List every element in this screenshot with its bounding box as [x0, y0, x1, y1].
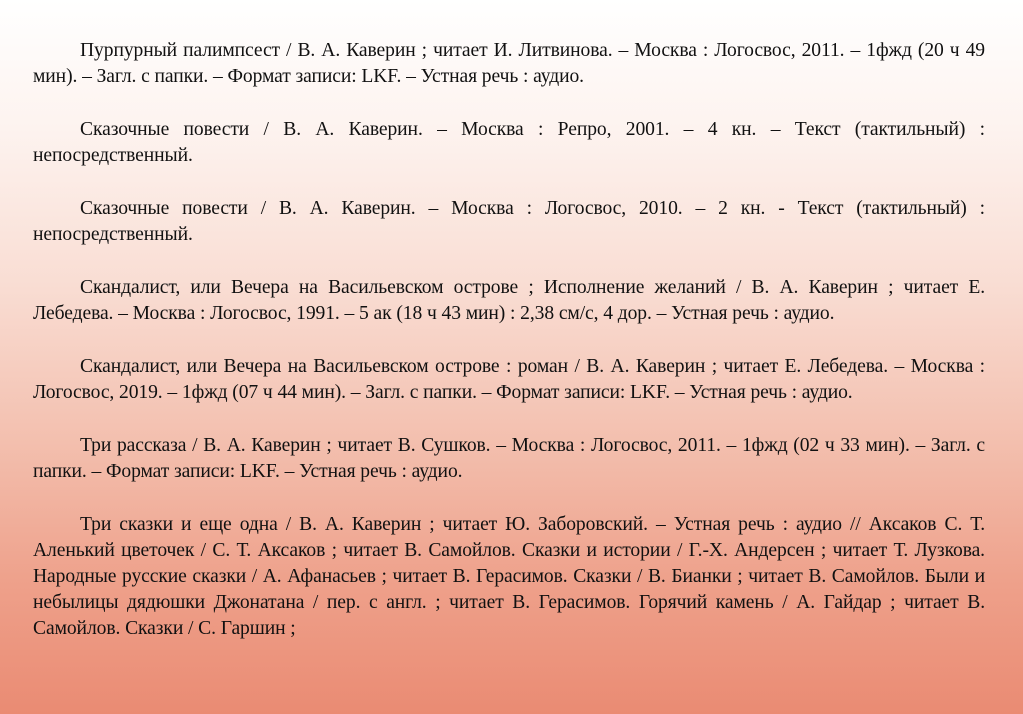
bibliography-entry: Скандалист, или Вечера на Васильевском острове ; Исполнение желаний / В. А. Каверин ; читает Е. Лебедева. – Москва : Логосвос, 1991. – 5 ак (18 ч 43 мин) : 2,38 см/с, 4 дор. – Устная речь : аудио. [33, 277, 985, 324]
bibliography-entry: Три сказки и еще одна / В. А. Каверин ; читает Ю. Заборовский. – Устная речь : аудио // Аксаков С. Т. Аленький цветочек / С. Т. Аксаков ; читает В. Самойлов. Сказки и истории / Г.-Х. Андерсен ; читает Т. Лузкова. Народные русские сказки / А. Афанасьев ; читает В. Герасимов. Сказки / В. Бианки ; читает В. Самойлов. Были и небылицы дядюшки Джонатана / пер. с англ. ; читает В. Герасимов. Горячий камень / А. Гайдар ; читает В. Самойлов. Сказки / С. Гаршин ; [33, 514, 985, 639]
bibliography-entry: Пурпурный палимпсест / В. А. Каверин ; читает И. Литвинова. – Москва : Логосвос, 2011. – 1фжд (20 ч 49 мин). – Загл. с папки. – Формат записи: LKF. – Устная речь : аудио. [33, 40, 985, 87]
bibliography-page [33, 38, 985, 642]
bibliography-entry: Три рассказа / В. А. Каверин ; читает В. Сушков. – Москва : Логосвос, 2011. – 1фжд (02 ч 33 мин). – Загл. с папки. – Формат записи: LKF. – Устная речь : аудио. [33, 435, 985, 482]
bibliography-entry: Скандалист, или Вечера на Васильевском острове : роман / В. А. Каверин ; читает Е. Лебедева. – Москва : Логосвос, 2019. – 1фжд (07 ч 44 мин). – Загл. с папки. – Формат записи: LKF. – Устная речь : аудио. [33, 356, 985, 403]
bibliography-entry: Сказочные повести / В. А. Каверин. – Москва : Логосвос, 2010. – 2 кн. - Текст (тактильный) : непосредственный. [33, 198, 985, 245]
bibliography-entry: Сказочные повести / В. А. Каверин. – Москва : Репро, 2001. – 4 кн. – Текст (тактильный) : непосредственный. [33, 119, 985, 166]
